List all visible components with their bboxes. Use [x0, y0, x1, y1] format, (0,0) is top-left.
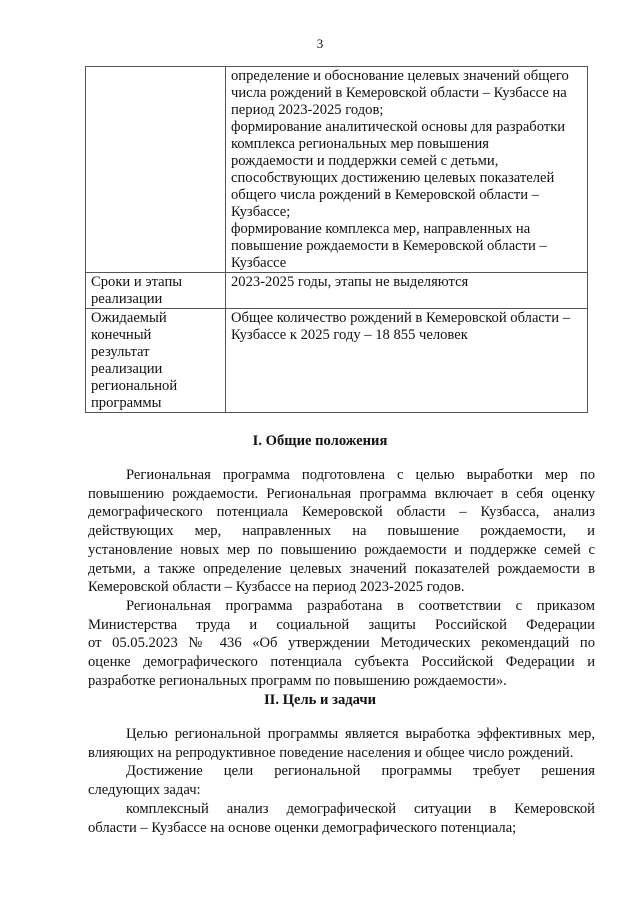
- paragraph-line: разработке региональных программ по повышению рождаемости».: [88, 672, 507, 689]
- cell-text-line: общего числа рождений в Кемеровской области –: [231, 187, 539, 203]
- paragraph-line: оценке демографического потенциала субъекта Российской Федерации и: [88, 654, 595, 671]
- cell-text-line: результат: [91, 344, 150, 360]
- paragraph-line: действующих мер, направленных на повышение рождаемости, и: [88, 523, 595, 540]
- paragraph-line: повышению рождаемости. Региональная программа включает в себя оценку: [88, 485, 595, 502]
- table-row: [86, 67, 588, 273]
- cell-text-line: способствующих достижению целевых показателей: [231, 170, 555, 186]
- table-cell-label: [86, 273, 226, 309]
- cell-text-line: Сроки и этапы: [91, 274, 183, 290]
- cell-text-line: 2023-2025 годы, этапы не выделяются: [231, 274, 469, 290]
- table-row: [86, 309, 588, 413]
- cell-text-line: комплекса региональных мер повышения: [231, 136, 489, 152]
- section-1-heading: I. Общие положения: [252, 433, 388, 449]
- paragraph-line: следующих задач:: [88, 782, 201, 799]
- table-cell-label: [86, 309, 226, 413]
- paragraph-line: детьми, а также определение целевых значений показателей рождаемости в: [88, 560, 595, 577]
- cell-text-line: повышение рождаемости в Кемеровской области –: [231, 238, 547, 254]
- cell-text-line: Кузбассе;: [231, 204, 291, 220]
- paragraph-line: установление новых мер по повышению рождаемости и поддержке семей с: [88, 541, 595, 558]
- cell-text-line: Кузбассе к 2025 году – 18 855 человек: [231, 327, 468, 343]
- paragraph-line: влияющих на репродуктивное поведение населения и общее число рождений.: [88, 744, 574, 761]
- section-2-heading: II. Цель и задачи: [264, 692, 376, 708]
- cell-text-line: конечный: [91, 327, 152, 343]
- program-passport-table: [85, 66, 588, 413]
- paragraph-line: Региональная программа разработана в соответствии с приказом: [126, 597, 595, 614]
- paragraph-line: демографического потенциала Кемеровской области – Кузбасса, анализ: [88, 504, 595, 521]
- cell-text-line: программы: [91, 395, 162, 411]
- page-number: 3: [316, 36, 324, 51]
- cell-text-line: определение и обоснование целевых значений общего: [231, 68, 569, 84]
- cell-text-line: формирование комплекса мер, направленных на: [231, 221, 531, 237]
- paragraph-line: Целью региональной программы является выработка эффективных мер,: [126, 726, 595, 742]
- section-2-body: [88, 725, 595, 837]
- cell-text-line: числа рождений в Кемеровской области – Кузбассе на: [231, 85, 567, 101]
- paragraph-line: от 05.05.2023 № 436 «Об утверждении Методических рекомендаций по: [88, 635, 595, 652]
- paragraph-line: Министерства труда и социальной защиты Российской Федерации: [88, 616, 595, 633]
- paragraph-line: Кемеровской области – Кузбассе на период 2023-2025 годов.: [88, 579, 465, 596]
- cell-text-line: реализации: [91, 361, 163, 377]
- cell-text-line: период 2023-2025 годов;: [231, 102, 384, 118]
- paragraph-line: комплексный анализ демографической ситуации в Кемеровской: [126, 800, 595, 817]
- table-cell-value: [226, 273, 588, 309]
- cell-text-line: региональной: [91, 378, 178, 394]
- cell-text-line: реализации: [91, 291, 163, 307]
- table-row: [86, 273, 588, 309]
- cell-text-line: Кузбассе: [231, 255, 287, 271]
- paragraph-line: Региональная программа подготовлена с целью выработки мер по: [126, 467, 595, 483]
- paragraph-line: области – Кузбассе на основе оценки демографического потенциала;: [88, 819, 517, 836]
- table-cell-label: [86, 67, 226, 273]
- table-cell-value: [226, 67, 588, 273]
- cell-text-line: Общее количество рождений в Кемеровской области –: [231, 310, 571, 326]
- cell-text-line: Ожидаемый: [91, 310, 167, 326]
- paragraph-line: Достижение цели региональной программы требует решения: [126, 763, 595, 780]
- section-1-body: [88, 466, 595, 690]
- table-cell-value: [226, 309, 588, 413]
- cell-text-line: рождаемости и поддержки семей с детьми,: [231, 153, 499, 169]
- cell-text-line: формирование аналитической основы для разработки: [231, 119, 566, 135]
